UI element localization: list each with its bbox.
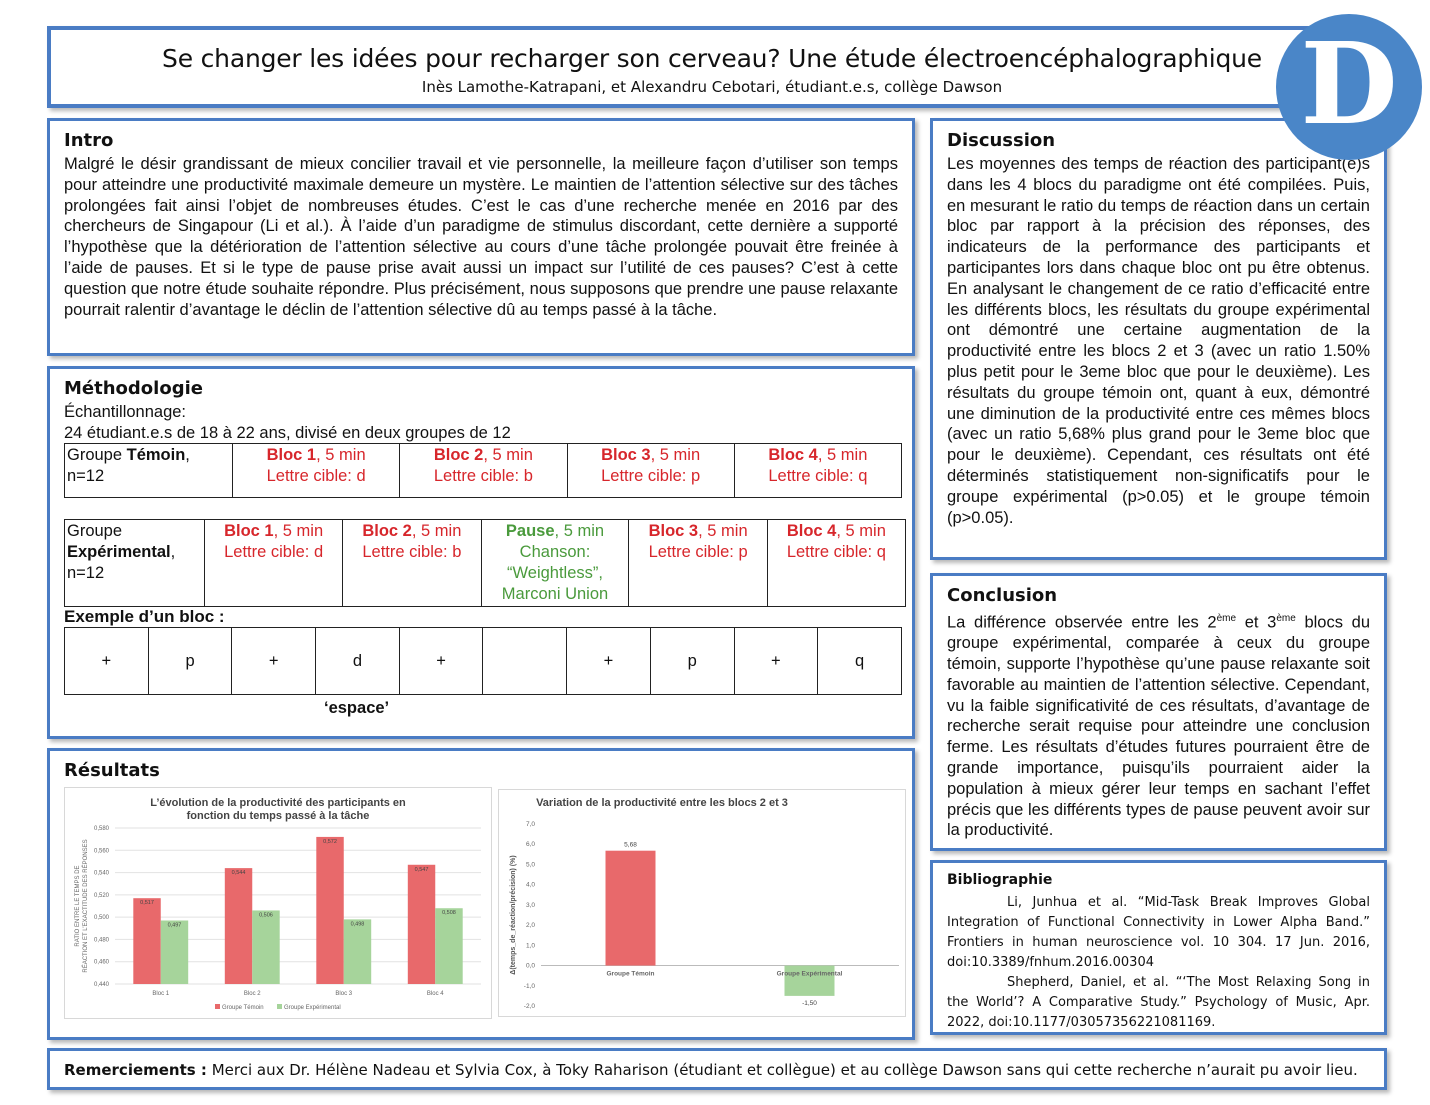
productivity-chart-frame <box>64 787 492 1019</box>
bloc-target: Lettre cible: d <box>224 543 324 561</box>
y-axis-label: Δ(temps_de_réaction/précision) (%) <box>510 855 517 975</box>
y-tick-label: -1,0 <box>523 982 535 990</box>
group-label: Groupe <box>67 446 127 464</box>
legend-swatch <box>215 1004 220 1009</box>
variation-chart-frame <box>498 789 906 1017</box>
bloc-target: Lettre cible: p <box>648 543 748 561</box>
intro-panel <box>47 118 915 356</box>
results-panel <box>47 748 915 1040</box>
experimental-bloc-3 <box>629 520 767 607</box>
acknowledgements-panel <box>47 1048 1387 1090</box>
y-tick-label: 7,0 <box>525 821 535 828</box>
y-tick-label: 3,0 <box>525 901 535 909</box>
experimental-group-table <box>64 519 906 607</box>
bar <box>408 865 435 984</box>
bloc-duration: , 5 min <box>817 446 868 464</box>
bloc-duration: , 5 min <box>698 522 748 540</box>
group-label: Groupe <box>67 522 123 540</box>
group-size: n=12 <box>67 467 105 485</box>
bloc-duration: , 5 min <box>650 446 701 464</box>
example-cell: + <box>399 628 483 695</box>
data-label: 0,544 <box>231 870 246 877</box>
bar <box>252 910 279 984</box>
variation-chart <box>499 790 905 1016</box>
conclusion-text <box>947 609 1370 841</box>
reference-2: Shepherd, Daniel, et al. “‘The Most Relaxing Song in the World’? A Comparative Study.” Psychology of Music, Apr. 2022, doi:10.1177/03057356221081169. <box>947 975 1370 1030</box>
group-name: Témoin <box>126 446 186 464</box>
conclusion-text-part: La différence observée entre les 2 <box>947 613 1217 632</box>
chart-title: Variation de la productivité entre les blocs 2 et 3 <box>536 797 788 809</box>
chart-title: fonction du temps passé à la tâche <box>186 810 370 822</box>
x-tick-label: Groupe Témoin <box>606 970 655 978</box>
bloc-target: Lettre cible: b <box>362 543 462 561</box>
bar <box>316 837 343 984</box>
acknowledgements-text: Merci aux Dr. Hélène Nadeau et Sylvia Cox, à Toky Raharison (étudiant et collègue) et au collège Dawson sans qui cette recherche n’aurait pu avoir lieu. <box>206 1061 1358 1079</box>
pause-song-title: “Weightless”, <box>507 564 603 582</box>
y-axis-label-line: RATIO ENTRE LE TEMPS DE <box>75 865 81 947</box>
x-tick-label: Bloc 4 <box>426 991 444 997</box>
x-tick-label: Bloc 1 <box>152 991 170 997</box>
conclusion-text-part: blocs du groupe expérimental, comparée à ceux du groupe témoin, supporte l’hypothèse qu’une pause relaxante soit favorable au maintien de l’attention sélective. Cependant, vu la faible significativité de ces résultats, d’avantage de recherche serait requise pour atteindre une conclusion ferme. Les résultats d’études futures pourraient être de grande importance, puisqu’ils pourraient aider la population à mieux gérer leur temps en sachant l’effet précis que les différents types de pause peuvent avoir sur la productivité. <box>947 613 1371 840</box>
methodology-panel <box>47 366 915 739</box>
bar <box>161 920 188 984</box>
acknowledgements-label: Remerciements : <box>64 1061 207 1079</box>
group-comma: , <box>185 446 190 464</box>
legend-label: Groupe Expérimental <box>284 1005 341 1011</box>
bloc-name: Bloc 3 <box>648 522 699 540</box>
example-cell: q <box>818 628 902 695</box>
results-heading: Résultats <box>64 760 160 781</box>
bloc-duration: , 5 min <box>836 522 886 540</box>
pause-song-artist: Marconi Union <box>501 585 609 603</box>
title-panel <box>47 26 1377 108</box>
bar <box>344 919 371 984</box>
bloc-target: Lettre cible: q <box>786 543 886 561</box>
example-cell: d <box>316 628 400 695</box>
data-label: 0,572 <box>323 838 337 845</box>
example-cell: p <box>148 628 232 695</box>
y-tick-label: 0,440 <box>93 982 109 988</box>
x-tick-label: Bloc 2 <box>243 991 261 997</box>
y-tick-label: 0,460 <box>93 959 109 966</box>
bar <box>435 908 462 984</box>
pause-name: Pause <box>505 522 555 540</box>
sampling-label: Échantillonnage: <box>64 403 187 421</box>
bloc-name: Bloc 1 <box>266 446 317 464</box>
example-cell: p <box>650 628 734 695</box>
example-cell: + <box>65 628 149 695</box>
data-label: 0,498 <box>350 921 365 928</box>
bloc-target: Lettre cible: q <box>768 467 868 485</box>
y-tick-label: 1,0 <box>525 942 535 950</box>
experimental-pause <box>481 520 629 607</box>
discussion-heading: Discussion <box>947 130 1056 151</box>
x-tick-label: Groupe Expérimental <box>776 970 843 978</box>
y-tick-label: 0,500 <box>93 915 109 922</box>
y-tick-label: 2,0 <box>525 922 535 930</box>
bloc-target: Lettre cible: b <box>433 467 533 485</box>
legend-swatch <box>277 1004 282 1009</box>
intro-heading: Intro <box>64 130 114 151</box>
y-tick-label: 0,560 <box>93 848 109 855</box>
conclusion-panel <box>930 573 1387 851</box>
bloc-name: Bloc 4 <box>768 446 818 464</box>
data-label: 0,547 <box>414 866 429 873</box>
bloc-target: Lettre cible: d <box>266 467 366 485</box>
ordinal-suffix: ème <box>1216 613 1237 624</box>
control-group-cell <box>65 444 233 498</box>
y-tick-label: 6,0 <box>525 841 535 849</box>
sampling-description: 24 étudiant.e.s de 18 à 22 ans, divisé en deux groupes de 12 <box>64 424 511 442</box>
data-label: 5,68 <box>624 841 637 849</box>
ordinal-suffix: ème <box>1276 613 1296 624</box>
group-name: Expérimental <box>67 543 171 561</box>
bibliography-panel <box>930 860 1387 1035</box>
example-cell <box>483 628 567 695</box>
data-label: 0,508 <box>442 910 456 917</box>
y-axis-label-line: RÉACTION ET L’EXACTITUDE DES RÉPONSES <box>83 839 89 973</box>
y-tick-label: 0,580 <box>93 826 109 832</box>
intro-text: Malgré le désir grandissant de mieux concilier travail et vie personnelle, la meilleure façon d’utiliser son temps pour atteindre une productivité maximale demeure un mystère. Le maintien de l’attention sélective sur des tâches prolongées fait ainsi l’objet de nombreuses études. C’est le cas d’une recherche menée en 2016 par des chercheurs de Singapour (Li et al.). À l’aide d’un paradigme de stimulus discordant, cette dernière a supporté l’hypothèse que la détérioration de l’attention sélective au cours d’une tâche prolongée pouvait être freinée à l’aide de pauses. Et si le type de pause prise avait aussi un impact sur l’utilité de ces pauses? C’est à cette question que notre étude souhaite répondre. Plus précisément, nous supposons que prendre une pause relaxante pourrait ralentir d’avantage le déclin de l’attention sélective dû au temps passé à la tâche. <box>64 155 898 319</box>
example-cell: + <box>567 628 651 695</box>
conclusion-heading: Conclusion <box>947 585 1058 606</box>
discussion-panel <box>930 118 1387 560</box>
chart-title: L’évolution de la productivité des participants en <box>150 797 406 809</box>
reference-1: Li, Junhua et al. “Mid-Task Break Improves Global Integration of Functional Connectivity in Lower Alpha Band.” Frontiers in human neuroscience vol. 10 304. 17 Jun. 2016, doi:10.3389/fnhum.2016.00304 <box>947 895 1370 970</box>
x-tick-label: Bloc 3 <box>335 991 353 997</box>
y-axis-label <box>75 839 89 972</box>
control-bloc-4 <box>734 444 901 498</box>
bar <box>606 851 656 966</box>
legend-label: Groupe Témoin <box>222 1005 264 1011</box>
control-bloc-2 <box>400 444 567 498</box>
data-label: 0,517 <box>140 900 154 907</box>
control-bloc-3 <box>567 444 734 498</box>
bloc-name: Bloc 4 <box>786 522 837 540</box>
bloc-name: Bloc 1 <box>224 522 274 540</box>
example-bloc-table <box>64 627 902 695</box>
bloc-duration: , 5 min <box>316 446 366 464</box>
bloc-name: Bloc 3 <box>601 446 651 464</box>
pause-song-label: Chanson: <box>519 543 591 561</box>
y-tick-label: 0,540 <box>93 870 109 877</box>
dawson-logo <box>1276 14 1422 160</box>
methodology-heading: Méthodologie <box>64 378 203 399</box>
bar <box>225 868 252 984</box>
y-tick-label: -2,0 <box>523 1003 535 1010</box>
control-bloc-1 <box>233 444 400 498</box>
example-cell: + <box>232 628 316 695</box>
y-tick-label: 5,0 <box>525 861 535 869</box>
experimental-bloc-2 <box>343 520 481 607</box>
logo-letter: D <box>1300 19 1398 150</box>
example-cell: + <box>734 628 818 695</box>
data-label: 0,506 <box>259 912 273 919</box>
experimental-bloc-4 <box>767 520 905 607</box>
bibliography-heading: Bibliographie <box>947 872 1053 888</box>
bar <box>133 898 160 984</box>
y-tick-label: 0,480 <box>93 937 109 944</box>
control-group-table <box>64 443 902 498</box>
pause-duration: , 5 min <box>554 522 605 540</box>
space-key-label: ‘espace’ <box>324 699 390 717</box>
experimental-group-cell <box>65 520 205 607</box>
example-label: Exemple d’un bloc : <box>64 607 225 626</box>
data-label: -1,50 <box>802 999 817 1007</box>
bloc-name: Bloc 2 <box>433 446 484 464</box>
poster-title: Se changer les idées pour recharger son cerveau? Une étude électroencéphalographique <box>162 44 1262 73</box>
y-tick-label: 0,520 <box>93 892 109 899</box>
bloc-duration: , 5 min <box>411 522 462 540</box>
bloc-duration: , 5 min <box>273 522 324 540</box>
poster-authors: Inès Lamothe-Katrapani, et Alexandru Cebotari, étudiant.e.s, collège Dawson <box>421 78 1003 96</box>
data-label: 0,497 <box>167 922 182 929</box>
conclusion-text-part: et 3 <box>1236 613 1277 632</box>
y-tick-label: 0,0 <box>525 962 535 970</box>
group-comma: , <box>170 543 176 561</box>
y-tick-label: 4,0 <box>525 881 535 889</box>
bloc-target: Lettre cible: p <box>601 467 701 485</box>
bloc-duration: , 5 min <box>483 446 533 464</box>
discussion-text: Les moyennes des temps de réaction des participant(e)s dans les 4 blocs du paradigme ont été compilées. Puis, en mesurant le ratio du temps de réaction dans un certain bloc par rapport à la précision des réponses, des indicateurs de la performance des participants et participantes lors dans chaque bloc ont pu être obtenus. En analysant le changement de ce ratio d’efficacité entre les différents blocs, les résultats du groupe expérimental ont démontré une certaine augmentation de la productivité entre les blocs 2 et 3 (avec un ratio 1.50% plus petit pour le 3eme bloc que pour le deuxième). Les résultats du groupe témoin ont, quant à eux, démontré une diminution de la productivité entre ces mêmes blocs (avec un ratio 5,68% plus grand pour le 3eme bloc que pour le deuxième). Cependant, ces résultats ont été déterminés statistiquement non-significatifs pour le groupe expérimental (p>0.05) et le groupe témoin (p>0.05). <box>947 155 1370 527</box>
productivity-chart <box>65 788 491 1018</box>
experimental-bloc-1 <box>205 520 343 607</box>
bloc-name: Bloc 2 <box>362 522 412 540</box>
group-size: n=12 <box>67 564 105 582</box>
